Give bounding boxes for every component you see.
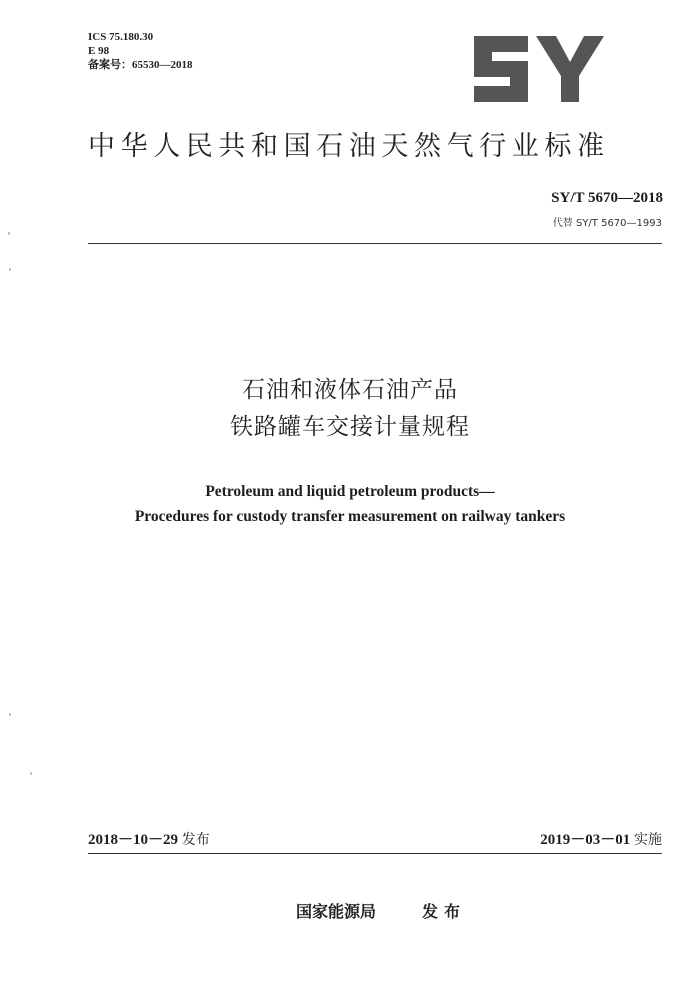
implement-date: 2019－03－01 [540,832,631,848]
standard-number: SY/T 5670—2018 [551,190,663,206]
implement-date-block [540,828,662,849]
title-zh-line1: 石油和液体石油产品 [242,377,458,403]
industry-standard-title: 中华人民共和国石油天然气行业标准 [88,131,610,162]
header-divider [88,243,662,244]
scan-speck [30,772,32,775]
issuer-name: 国家能源局 [296,902,377,921]
scan-speck [9,268,11,271]
ics-code: ICS 75.180.30 [88,31,154,43]
implement-label: 实施 [634,832,662,848]
sy-logo [466,32,608,106]
filing-number: 备案号：65530—2018 [88,59,193,71]
title-en-line1: Petroleum and liquid petroleum products— [205,483,495,500]
title-en-line2: Procedures for custody transfer measurement on railway tankers [134,508,566,525]
ccs-code: E 98 [88,45,110,57]
replaces-standard: 代替 SY/T 5670—1993 [552,218,662,229]
scan-speck [8,232,10,235]
title-zh-line2: 铁路罐车交接计量规程 [230,414,470,440]
issuer-action: 发布 [422,902,467,921]
issue-date-block [88,828,210,849]
issue-label: 发布 [181,832,210,848]
issue-date: 2018－10－29 [88,832,179,848]
footer-divider [88,853,662,854]
scan-speck [9,713,11,716]
